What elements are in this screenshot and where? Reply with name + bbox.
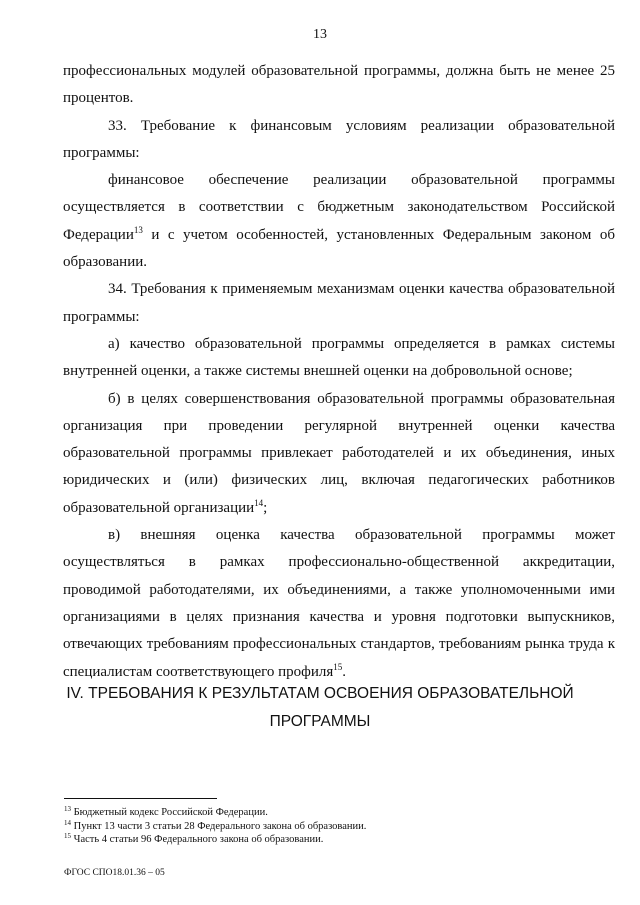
page-number: 13 bbox=[313, 27, 327, 42]
footnote-ref-14[interactable]: 14 bbox=[254, 497, 264, 508]
section-heading-line: IV. ТРЕБОВАНИЯ К РЕЗУЛЬТАТАМ ОСВОЕНИЯ ОБРАЗОВАТЕЛЬНОЙ bbox=[66, 685, 574, 702]
body-text bbox=[63, 58, 615, 686]
paragraph-text: ; bbox=[263, 499, 268, 516]
document-code: ФГОС СПО18.01.36 – 05 bbox=[64, 868, 165, 878]
footnote-marker: 14 bbox=[64, 818, 71, 827]
paragraph-text: в) внешняя оценка качества образовательной программы может осуществляться в рамках профессионально-общественной аккредитации, проводимой работодателями, их объединениями, а также уполномоченными ими организациями в целях признания качества и уровня подготовки выпускников, отвечающих требованиям профессиональных стандартов, требованиям рынка труда к специалистам соответствующего профиля bbox=[63, 527, 615, 680]
paragraph-continuation: профессиональных модулей образовательной программы, должна быть не менее 25 процентов. bbox=[63, 63, 615, 107]
footnote-divider bbox=[64, 798, 217, 799]
footnote-text: Бюджетный кодекс Российской Федерации. bbox=[71, 807, 268, 818]
paragraph-item-b bbox=[63, 386, 615, 522]
footnote-ref-13[interactable]: 13 bbox=[133, 224, 143, 235]
paragraph-text: . bbox=[342, 663, 347, 680]
footnote-marker: 15 bbox=[64, 832, 71, 840]
paragraph-item-34: 34. Требования к применяемым механизмам оценки качества образовательной программы: bbox=[63, 281, 615, 325]
section-heading bbox=[40, 680, 600, 736]
paragraph-item-v bbox=[63, 522, 615, 686]
footnote-13 bbox=[64, 806, 584, 820]
footnotes bbox=[64, 806, 584, 847]
paragraph-text: б) в целях совершенствования образовательной программы образовательная организация при проведении регулярной внутренней оценки качества образовательной программы привлекает работодателей и их объединения, иных юридических и (или) физических лиц, включая педагогических работников образовательной организации bbox=[63, 390, 615, 516]
paragraph-item-33: 33. Требование к финансовым условиям реализации образовательной программы: bbox=[63, 117, 615, 161]
section-heading-line: ПРОГРАММЫ bbox=[269, 713, 371, 730]
footnote-15 bbox=[64, 833, 584, 847]
footnote-text: Пункт 13 части 3 статьи 28 Федерального закона об образовании. bbox=[71, 820, 367, 832]
paragraph-item-a: а) качество образовательной программы определяется в рамках системы внутренней оценки, а также системы внешней оценки на добровольной основе; bbox=[63, 335, 615, 380]
footnote-14 bbox=[64, 820, 584, 834]
paragraph-financing bbox=[63, 167, 615, 276]
footnote-ref-15[interactable]: 15 bbox=[333, 661, 343, 672]
footnote-marker: 13 bbox=[64, 805, 71, 813]
paragraph-text: и с учетом особенностей, установленных Федеральным законом об образовании. bbox=[63, 226, 615, 271]
footnote-text: Часть 4 статьи 96 Федерального закона об образовании. bbox=[71, 834, 324, 845]
paragraph-text: финансовое обеспечение реализации образовательной программы осуществляется в соответствии с бюджетным законодательством Российской Федерации bbox=[63, 172, 615, 243]
